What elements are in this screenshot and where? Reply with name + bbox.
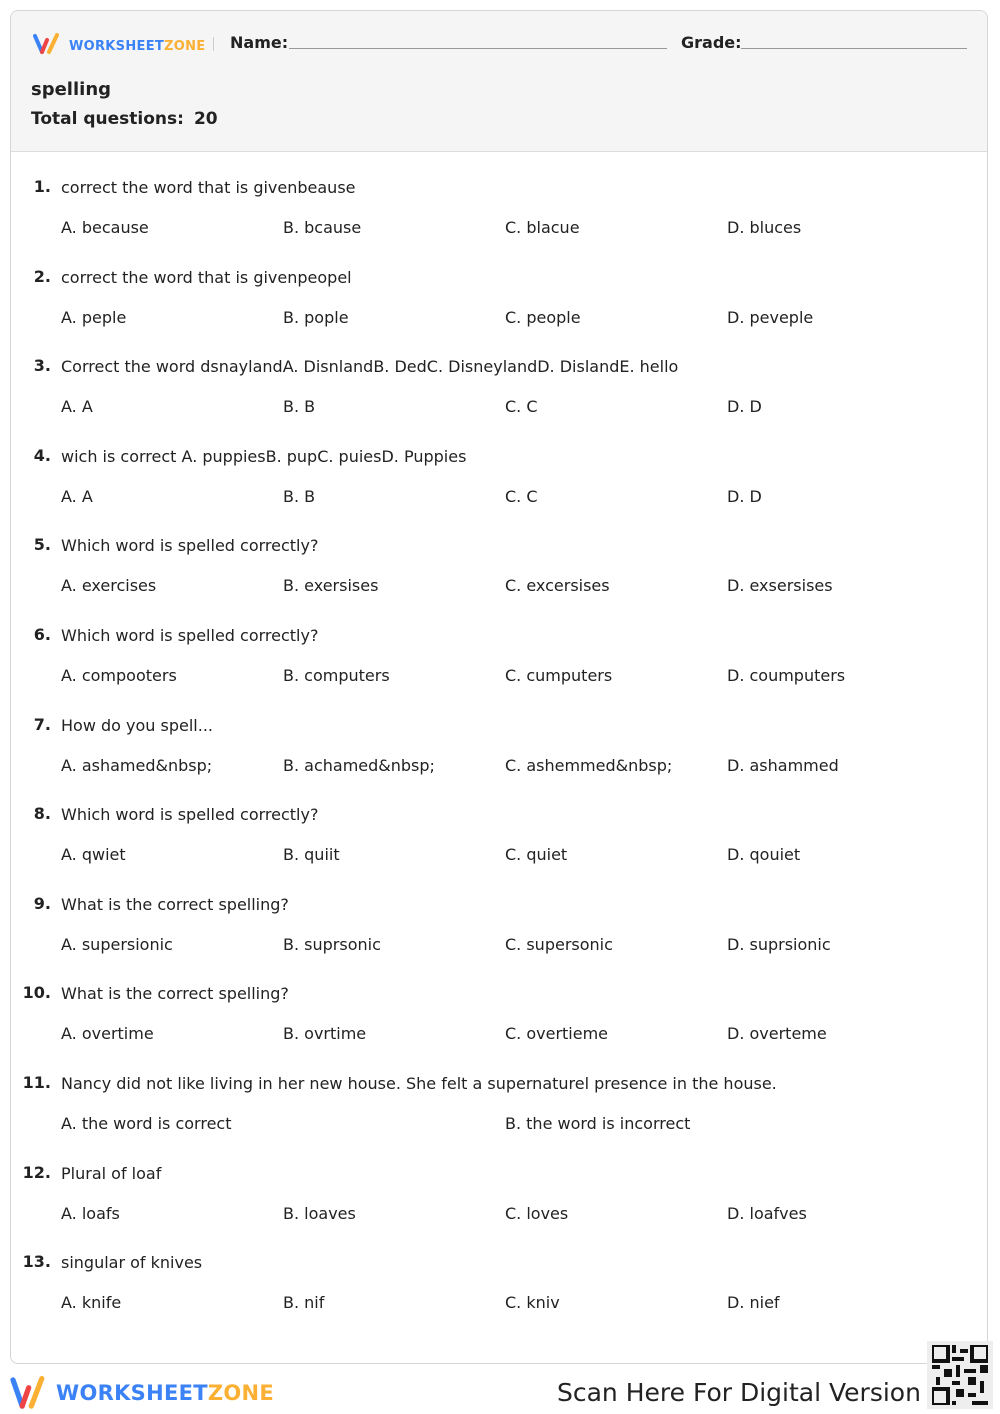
grade-label: Grade: xyxy=(681,33,742,52)
answer-option[interactable]: A. overtime xyxy=(61,1024,154,1044)
answer-option[interactable]: D. ashammed xyxy=(727,755,839,775)
question-text: Plural of loaf xyxy=(61,1163,162,1183)
footer-brand-zone: ZONE xyxy=(207,1381,275,1405)
question-number: 10. xyxy=(22,983,51,1003)
answer-option[interactable]: B. B xyxy=(283,486,316,506)
answer-option[interactable]: B. bcause xyxy=(283,218,362,237)
answer-option[interactable]: C. excersises xyxy=(505,576,610,596)
question-item xyxy=(11,356,987,446)
divider xyxy=(213,37,214,51)
question-number: 7. xyxy=(33,714,51,734)
question-text: Which word is spelled correctly? xyxy=(61,805,319,825)
name-label: Name: xyxy=(230,33,289,52)
answer-option[interactable]: D. bluces xyxy=(727,218,802,237)
total-value: 20 xyxy=(193,109,218,129)
answer-option[interactable]: B. achamed&nbsp; xyxy=(283,755,435,775)
answer-option[interactable]: D. loafves xyxy=(727,1203,807,1223)
question-item xyxy=(11,715,987,805)
question-number: 1. xyxy=(33,177,51,196)
answer-option[interactable]: A. the word is correct xyxy=(61,1113,232,1133)
answer-option[interactable]: B. nif xyxy=(283,1293,325,1313)
answer-option[interactable]: C. supersonic xyxy=(505,934,613,954)
answer-option[interactable]: A. A xyxy=(61,397,93,417)
answer-option[interactable]: D. suprsionic xyxy=(727,934,831,954)
question-text: correct the word that is givenpeopel xyxy=(61,267,352,287)
worksheet-header xyxy=(11,11,987,152)
answer-option[interactable]: D. qouiet xyxy=(727,845,801,865)
logo-w-icon xyxy=(10,1376,50,1410)
answer-option[interactable]: A. qwiet xyxy=(61,845,126,865)
question-text: Which word is spelled correctly? xyxy=(61,536,319,556)
answer-option[interactable]: B. exersises xyxy=(283,576,379,596)
answer-option[interactable]: D. coumputers xyxy=(727,665,846,685)
question-number: 11. xyxy=(22,1072,51,1092)
answer-option[interactable]: A. knife xyxy=(61,1293,122,1313)
answer-option[interactable]: C. people xyxy=(505,307,581,327)
answer-option[interactable]: A. ashamed&nbsp; xyxy=(61,755,213,775)
brand-worksheet: WORKSHEET xyxy=(69,38,165,54)
answer-option[interactable]: A. loafs xyxy=(61,1203,120,1223)
worksheet xyxy=(10,10,988,1364)
footer-brand-worksheet: WORKSHEET xyxy=(56,1381,208,1405)
question-number: 9. xyxy=(33,893,51,913)
answer-option[interactable]: A. peple xyxy=(61,307,127,327)
answer-option[interactable]: D. D xyxy=(727,397,762,417)
question-list xyxy=(11,177,987,1342)
answer-option[interactable]: C. loves xyxy=(505,1203,569,1223)
answer-option[interactable]: C. C xyxy=(505,486,538,506)
question-text: correct the word that is givenbeause xyxy=(61,178,356,197)
brand-logo xyxy=(33,33,206,55)
scan-text: Scan Here For Digital Version xyxy=(557,1378,921,1407)
answer-option[interactable]: D. exsersises xyxy=(727,576,833,596)
answer-option[interactable]: A. exercises xyxy=(61,576,157,596)
question-number: 6. xyxy=(33,624,51,644)
total-label: Total questions: xyxy=(31,109,184,129)
answer-option[interactable]: B. quiit xyxy=(283,845,340,865)
question-text: How do you spell... xyxy=(61,715,213,735)
answer-option[interactable]: C. cumputers xyxy=(505,665,613,685)
question-number: 13. xyxy=(22,1252,51,1272)
answer-option[interactable]: B. the word is incorrect xyxy=(505,1113,691,1133)
question-item xyxy=(11,535,987,625)
answer-option[interactable]: D. peveple xyxy=(727,307,814,327)
answer-option[interactable]: A. compooters xyxy=(61,665,177,685)
question-item xyxy=(11,177,987,267)
answer-option[interactable]: C. blacue xyxy=(505,218,580,237)
question-item xyxy=(11,625,987,715)
question-item xyxy=(11,894,987,984)
total-questions xyxy=(31,109,218,129)
answer-option[interactable]: D. D xyxy=(727,486,762,506)
question-item xyxy=(11,446,987,536)
question-number: 4. xyxy=(33,445,51,465)
question-number: 5. xyxy=(33,535,51,555)
question-number: 3. xyxy=(33,356,51,376)
question-text: singular of knives xyxy=(61,1253,203,1273)
answer-option[interactable]: D. overteme xyxy=(727,1024,827,1044)
question-text: What is the correct spelling? xyxy=(61,984,289,1004)
question-item xyxy=(11,1073,987,1163)
answer-option[interactable]: C. C xyxy=(505,397,538,417)
answer-option[interactable]: B. computers xyxy=(283,665,390,685)
question-text: Which word is spelled correctly? xyxy=(61,625,319,645)
answer-option[interactable]: C. ashemmed&nbsp; xyxy=(505,755,673,775)
question-item xyxy=(11,1252,987,1342)
answer-option[interactable]: B. pople xyxy=(283,307,349,327)
question-item xyxy=(11,804,987,894)
answer-option[interactable]: C. kniv xyxy=(505,1293,560,1313)
brand-zone: ZONE xyxy=(164,38,206,54)
worksheet-title: spelling xyxy=(31,79,112,100)
logo-w-icon xyxy=(33,33,63,55)
question-text: What is the correct spelling? xyxy=(61,894,289,914)
qr-code-icon[interactable] xyxy=(927,1341,993,1409)
question-number: 12. xyxy=(22,1162,51,1182)
question-text: Correct the word dsnaylandA. DisnlandB. DedC. DisneylandD. DislandE. hello xyxy=(61,357,679,377)
grade-field[interactable] xyxy=(741,48,967,49)
answer-option[interactable]: B. suprsonic xyxy=(283,934,381,954)
answer-option[interactable]: B. ovrtime xyxy=(283,1024,367,1044)
question-text: wich is correct A. puppiesB. pupC. puiesD. Puppies xyxy=(61,446,467,466)
question-item xyxy=(11,267,987,357)
answer-option[interactable]: C. quiet xyxy=(505,845,568,865)
answer-option[interactable]: D. nief xyxy=(727,1293,780,1313)
question-text: Nancy did not like living in her new house. She felt a supernaturel presence in the house. xyxy=(61,1073,777,1093)
answer-option[interactable]: C. overtieme xyxy=(505,1024,609,1044)
answer-option[interactable]: A. A xyxy=(61,486,93,506)
answer-option[interactable]: B. loaves xyxy=(283,1203,356,1223)
answer-option[interactable]: A. supersionic xyxy=(61,934,173,954)
question-item xyxy=(11,1163,987,1253)
question-item xyxy=(11,983,987,1073)
answer-option[interactable]: B. B xyxy=(283,397,316,417)
question-number: 8. xyxy=(33,804,51,824)
name-field[interactable] xyxy=(289,48,667,49)
answer-option[interactable]: A. because xyxy=(61,218,149,237)
footer-logo xyxy=(10,1376,274,1410)
question-number: 2. xyxy=(33,266,51,286)
